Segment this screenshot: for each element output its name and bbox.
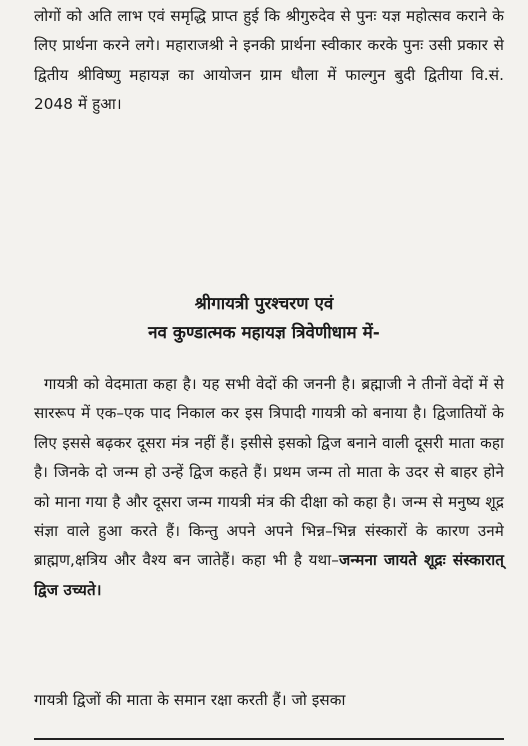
- gayatri-paragraph: [34, 370, 504, 605]
- section-heading-line-2: नव कुण्डात्मक महायज्ञ त्रिवेणीधाम में-: [148, 323, 380, 343]
- intro-paragraph: लोगों को अति लाभ एवं समृद्धि प्राप्त हुई कि श्रीगुरुदेव से पुनः यज्ञ महोत्सव कराने के लिए प्रार्थना करने लगे। महाराजश्री ने इनकी प्रार्थना स्वीकार करके पुनः उसी प्रकार से द्वितीय श्रीविष्णु महायज्ञ का आयोजन ग्राम धौला में फाल्गुन बुदी द्वितीया वि.सं. 2048 में हुआ।: [34, 7, 504, 114]
- sanskrit-quote: जन्मना जायते शूद्रः संस्कारात् द्विज उच्यते।: [34, 551, 504, 599]
- closing-paragraph: गायत्री द्विजों की माता के समान रक्षा करती हैं। जो इसका: [34, 691, 346, 709]
- gayatri-paragraph-text: गायत्री को वेदमाता कहा है। यह सभी वेदों की जननी है। ब्रह्माजी ने तीनों वेदों में से साररूप में एक–एक पाद निकाल कर इस त्रिपादी गायत्री को बनाया है। द्विजातियों के लिए इससे बढ़कर दूसरा मंत्र नहीं हैं। इसीसे इसको द्विज बनाने वाली दूसरी माता कहा है। जिनके दो जन्म हो उन्हें द्विज कहते हैं। प्रथम जन्म तो माता के उदर से बाहर होने को माना गया है और दूसरा जन्म गायत्री मंत्र की दीक्षा को कहा है। जन्म से मनुष्य शूद्र संज्ञा वाले हुआ करते हैं। किन्तु अपने अपने भिन्न–भिन्न संस्कारों के कारण उनमे ब्राह्मण,क्षत्रिय और वैश्य बन जातेहैं। कहा भी है यथा–: [34, 375, 504, 570]
- section-heading-line-1: श्रीगायत्री पुरश्चरण एवं: [194, 294, 334, 314]
- footer-divider: [34, 738, 504, 740]
